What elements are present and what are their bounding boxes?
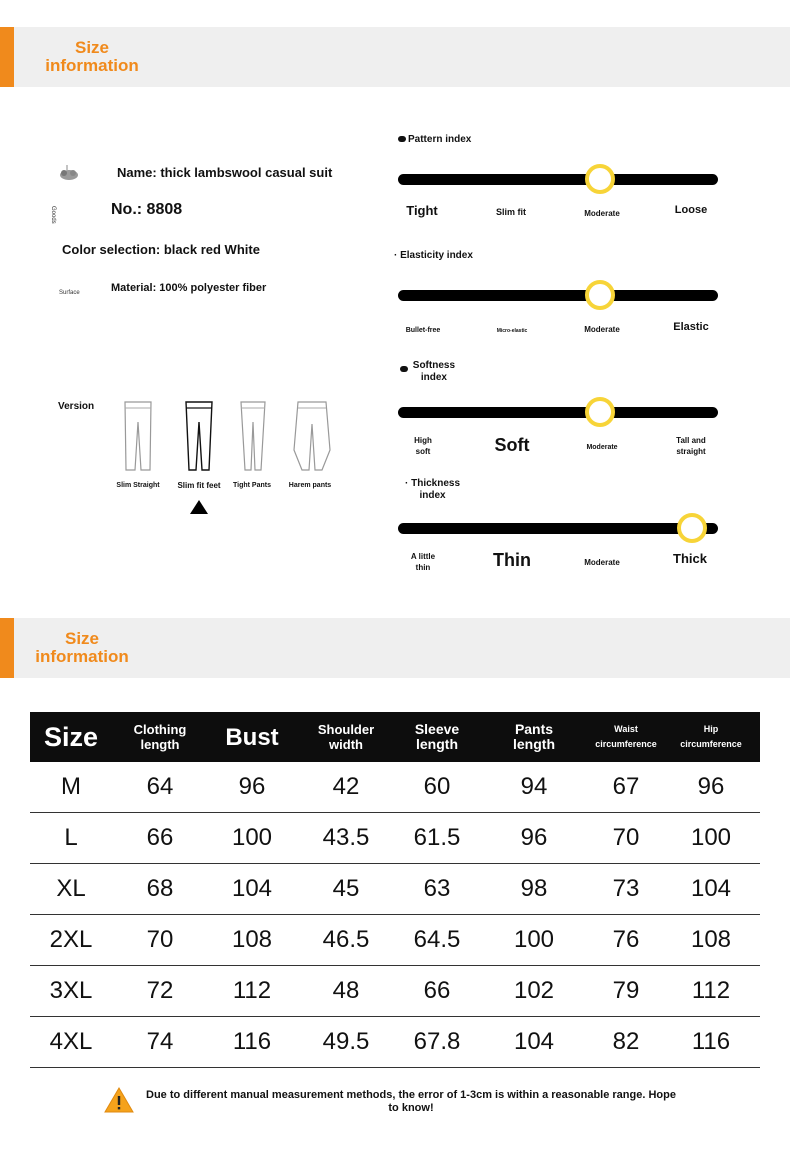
elasticity-index-title: · Elasticity index [394,250,473,261]
pants-style-label: Slim Straight [116,482,160,489]
table-row [30,966,760,1017]
goods-label: Goods [50,206,56,224]
measurement-cell: 48 [296,966,396,1017]
section-header-top [0,27,790,87]
header-clothing-length [112,712,208,762]
header-text: length [140,737,180,752]
header-text: width [329,737,363,752]
pattern-label: Tight [406,203,438,218]
measurement-cell: 67.8 [396,1017,478,1068]
thickness-index-track [398,523,718,534]
header-text: Clothing [133,722,187,737]
version-label: Version [58,401,95,412]
elasticity-label: Moderate [584,325,620,334]
header-text: Waist [614,724,638,734]
accent-bar [0,618,14,678]
header-text: length [416,736,458,752]
measurement-cell: 96 [478,813,590,864]
measurement-cell: 70 [112,915,208,966]
measurement-cell: 79 [590,966,662,1017]
measurement-cell: 61.5 [396,813,478,864]
measurement-cell: 112 [662,966,760,1017]
measurement-cell: 104 [662,864,760,915]
elasticity-index-knob [585,280,615,310]
accent-bar [0,27,14,87]
measurement-cell: 100 [208,813,296,864]
section-title: Size information [45,38,139,75]
header-waist-circumference [590,712,662,762]
selected-style-indicator-icon [190,500,208,514]
table-header-row [30,712,760,762]
section-header-bottom [0,618,790,678]
pattern-index-knob [585,164,615,194]
header-text: Shoulder [317,722,375,737]
size-cell: XL [30,864,112,915]
pants-slim-fit-feet-icon [183,400,215,472]
pants-harem-icon [292,400,332,472]
thickness-label: A little thin [410,552,436,572]
pants-slim-straight-icon [122,400,154,472]
pants-style-label: Slim fit feet [177,481,221,490]
header-hip-circumference [662,712,760,762]
softness-index-title: Softness index [400,360,455,384]
softness-label: High soft [414,436,432,456]
pants-tight-icon [237,400,269,472]
table-row [30,864,760,915]
measurement-cell: 49.5 [296,1017,396,1068]
measurement-cell: 42 [296,762,396,813]
pattern-index-track [398,174,718,185]
table-row [30,915,760,966]
thickness-label: Thin [493,550,531,570]
size-table-body [30,762,760,1068]
header-text: circumference [595,739,657,749]
softness-label: Tall and straight [676,436,706,456]
softness-index-knob [585,397,615,427]
color-selection: Color selection: black red White [62,242,260,257]
fabric-thumbnail-icon [58,163,80,183]
header-sleeve-length [396,712,478,762]
pants-style-label: Harem pants [288,482,332,489]
measurement-cell: 64.5 [396,915,478,966]
pattern-label: Slim fit [495,207,527,217]
measurement-cell: 102 [478,966,590,1017]
measurement-cell: 76 [590,915,662,966]
material: Material: 100% polyester fiber [111,282,267,294]
header-text: circumference [680,739,742,749]
product-name: Name: thick lambswool casual suit [117,165,333,180]
softness-index-track [398,407,718,418]
section-title: Size information [35,629,129,666]
measurement-cell: 60 [396,762,478,813]
measurement-cell: 104 [208,864,296,915]
measurement-cell: 116 [208,1017,296,1068]
size-table [30,712,760,1068]
table-row [30,1017,760,1068]
pattern-label: Loose [674,204,708,216]
measurement-cell: 98 [478,864,590,915]
measurement-cell: 108 [208,915,296,966]
elasticity-label: Bullet-free [405,327,441,334]
elasticity-index-track [398,290,718,301]
measurement-cell: 104 [478,1017,590,1068]
thickness-index-title: · Thickness index [405,478,461,501]
thickness-label: Moderate [584,558,620,567]
elasticity-label: Elastic [673,321,709,333]
header-pants-length [478,712,590,762]
measurement-cell: 43.5 [296,813,396,864]
softness-label: Moderate [586,444,618,451]
measurement-cell: 116 [662,1017,760,1068]
measurement-cell: 100 [478,915,590,966]
surface-label: Surface [59,290,80,296]
measurement-cell: 66 [396,966,478,1017]
product-number: No.: 8808 [111,201,183,218]
header-shoulder-width [296,712,396,762]
elasticity-label: Micro-elastic [496,328,528,334]
size-cell: 4XL [30,1017,112,1068]
measurement-cell: 64 [112,762,208,813]
size-cell: 3XL [30,966,112,1017]
measurement-cell: 112 [208,966,296,1017]
size-cell: 2XL [30,915,112,966]
measurement-cell: 63 [396,864,478,915]
header-text: Hip [703,724,719,734]
table-row [30,762,760,813]
measurement-cell: 100 [662,813,760,864]
pattern-label: Moderate [584,209,620,218]
measurement-cell: 96 [662,762,760,813]
header-text: Sleeve [414,721,460,737]
thickness-index-knob [677,513,707,543]
table-row [30,813,760,864]
measurement-notice: Due to different manual measurement methods, the error of 1-3cm is within a reasonable range. Hope to know! [146,1089,676,1114]
measurement-cell: 96 [208,762,296,813]
measurement-cell: 72 [112,966,208,1017]
measurement-cell: 46.5 [296,915,396,966]
measurement-cell: 82 [590,1017,662,1068]
header-text: length [513,736,555,752]
softness-label: Soft [494,435,530,455]
header-text: Pants [514,721,554,737]
size-cell: L [30,813,112,864]
header-bust: Bust [208,712,296,762]
measurement-cell: 108 [662,915,760,966]
warning-icon [104,1087,134,1113]
header-size: Size [30,712,112,762]
bullet-icon [398,136,406,142]
bullet-icon [400,366,408,372]
thickness-label: Thick [673,551,707,566]
measurement-cell: 74 [112,1017,208,1068]
measurement-cell: 45 [296,864,396,915]
measurement-cell: 66 [112,813,208,864]
pattern-index-title: Pattern index [398,134,471,146]
measurement-cell: 67 [590,762,662,813]
measurement-cell: 73 [590,864,662,915]
pants-style-label: Tight Pants [233,482,271,489]
measurement-cell: 94 [478,762,590,813]
size-cell: M [30,762,112,813]
measurement-cell: 68 [112,864,208,915]
measurement-cell: 70 [590,813,662,864]
